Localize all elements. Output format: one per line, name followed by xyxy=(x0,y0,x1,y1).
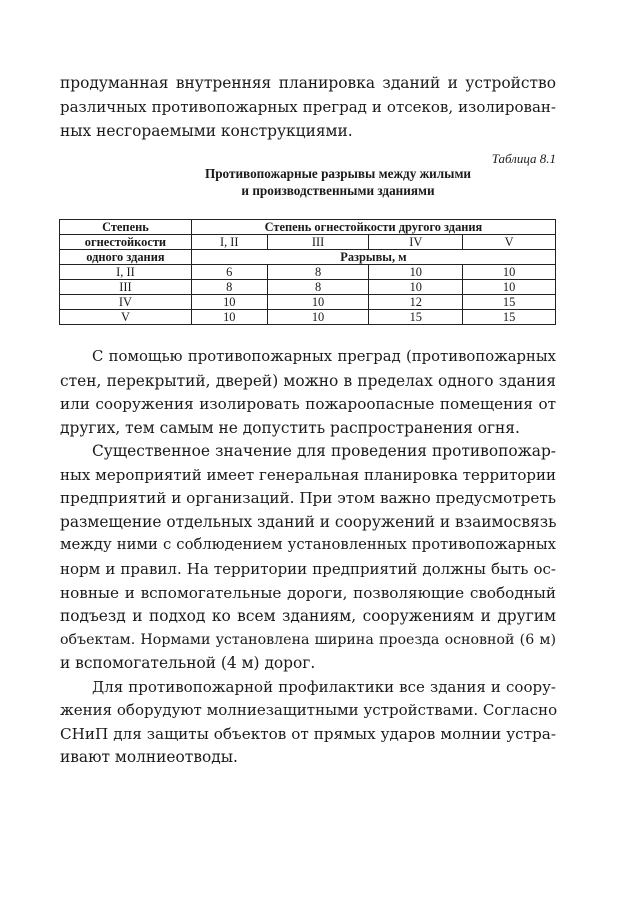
table-header-cell: IV xyxy=(369,235,463,250)
text-line: стен, перекрытий, дверей) можно в пределах одного здания xyxy=(60,372,556,390)
table-header-cell: I, II xyxy=(191,235,267,250)
table-cell: 8 xyxy=(191,280,267,295)
table-cell: I, II xyxy=(60,265,192,280)
text-line: объектам. Нормами установлена ширина проезда основной (6 м) xyxy=(60,632,556,648)
table-row xyxy=(60,265,556,280)
table-cell: 6 xyxy=(191,265,267,280)
table-header-cell: III xyxy=(267,235,369,250)
text-line: новные и вспомогательные дороги, позволяющие свободный xyxy=(60,584,556,602)
table-cell: 15 xyxy=(463,295,556,310)
text-line: подъезд и подход ко всем зданиям, сооружениям и другим xyxy=(60,607,556,625)
text-line: или сооружения изолировать пожароопасные помещения от xyxy=(60,395,556,413)
table-cell: III xyxy=(60,280,192,295)
text-line: предприятий и организаций. При этом важно предусмотреть xyxy=(60,489,556,507)
text-line: Для противопожарной профилактики все здания и соору- xyxy=(92,678,556,696)
text-line: других, тем самым не допустить распространения огня. xyxy=(60,419,520,437)
table-title: Противопожарные разрывы между жилыми xyxy=(204,166,472,181)
table-header-cell: Степень xyxy=(60,220,192,235)
text-line: СНиП для защиты объектов от прямых ударов молнии устра- xyxy=(60,725,556,743)
table-cell: 10 xyxy=(191,295,267,310)
text-line: ных мероприятий имеет генеральная планировка территории xyxy=(60,466,556,484)
table-header-cell: Разрывы, м xyxy=(191,250,555,265)
table-cell: 10 xyxy=(267,310,369,325)
table-cell: 12 xyxy=(369,295,463,310)
table-header-cell: Степень огнестойкости другого здания xyxy=(191,220,555,235)
text-line: продуманная внутренняя планировка зданий и устройство xyxy=(60,74,556,92)
table-cell: IV xyxy=(60,295,192,310)
text-line: между ними с соблюдением установленных противопожарных xyxy=(60,536,556,553)
table-cell: 15 xyxy=(369,310,463,325)
table-cell: 10 xyxy=(463,280,556,295)
table-header-cell: одного здания xyxy=(60,250,192,265)
text-line: и вспомогательной (4 м) дорог. xyxy=(60,654,316,672)
text-line: размещение отдельных зданий и сооружений и взаимосвязь xyxy=(60,513,557,531)
table-row xyxy=(60,280,556,295)
table-cell: 10 xyxy=(463,265,556,280)
text-line: норм и правил. На территории предприятий должны быть ос- xyxy=(60,560,556,578)
text-line: ных несгораемыми конструкциями. xyxy=(60,122,353,140)
table-title: и производственными зданиями xyxy=(241,183,435,198)
table-cell: 10 xyxy=(191,310,267,325)
table-cell: 8 xyxy=(267,265,369,280)
text-line: различных противопожарных преград и отсеков, изолирован- xyxy=(60,98,556,116)
table-row xyxy=(60,310,556,325)
text-line: ивают молниеотводы. xyxy=(60,748,238,766)
table-header-cell: V xyxy=(463,235,556,250)
table-row xyxy=(60,295,556,310)
table-cell: 10 xyxy=(369,280,463,295)
table-cell: 10 xyxy=(369,265,463,280)
text-line: С помощью противопожарных преград (противопожарных xyxy=(92,348,556,365)
fire-distance-table xyxy=(59,219,556,325)
text-line: Существенное значение для проведения противопожар- xyxy=(92,442,556,460)
table-header-cell: огнестойкости xyxy=(60,235,192,250)
table-cell: 10 xyxy=(267,295,369,310)
text-line: жения оборудуют молниезащитными устройствами. Согласно xyxy=(60,701,558,719)
table-cell: V xyxy=(60,310,192,325)
table-caption: Таблица 8.1 xyxy=(491,151,556,166)
table-cell: 8 xyxy=(267,280,369,295)
table-cell: 15 xyxy=(463,310,556,325)
